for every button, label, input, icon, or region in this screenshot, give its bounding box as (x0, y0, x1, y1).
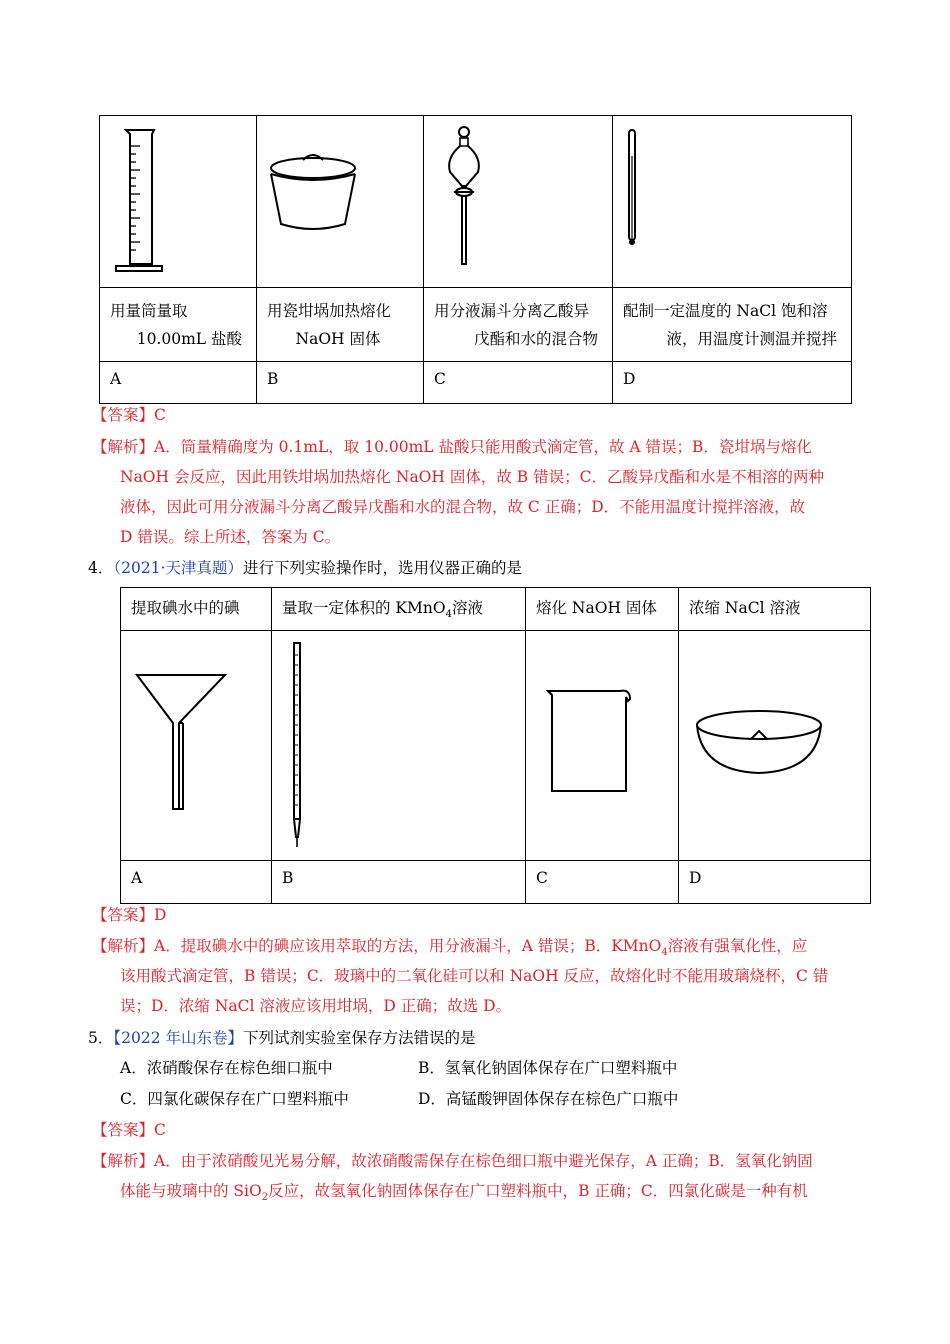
q3-answer: 【答案】C (92, 406, 166, 424)
separatory-funnel-icon (424, 116, 612, 286)
burette-icon (272, 631, 525, 859)
q4-header-b: 量取一定体积的 KMnO$_4$溶液 (272, 588, 526, 631)
q5-analysis-line-1: 【解析】A．由于浓硝酸见光易分解，故浓硝酸需保存在棕色细口瓶中避光保存，A 正确；B．氢氧化钠固 (92, 1152, 813, 1170)
graduated-cylinder-icon (100, 116, 256, 286)
q4-label-d: D (679, 861, 871, 904)
q3-cell-b-image (257, 116, 424, 288)
beaker-icon (526, 631, 678, 859)
q3-options-table (99, 115, 852, 404)
q4-header-d: 浓缩 NaCl 溶液 (679, 588, 871, 631)
q5-option-b: B．氢氧化钠固体保存在广口塑料瓶中 (418, 1059, 678, 1077)
q4-header-c: 熔化 NaOH 固体 (526, 588, 679, 631)
q5-option-a: A．浓硝酸保存在棕色细口瓶中 (120, 1059, 333, 1077)
q3-label-c: C (424, 362, 613, 404)
q4-analysis-line-1: 【解析】A．提取碘水中的碘应该用萃取的方法，用分液漏斗，A 错误；B．KMnO$_4$溶液有强氧化性，应 (92, 937, 808, 959)
q4-header-a: 提取碘水中的碘 (121, 588, 272, 631)
q3-cell-d-image (613, 116, 852, 288)
q5-analysis-line-2: 体能与玻璃中的 SiO$_2$反应，故氢氧化钠固体保存在广口塑料瓶中，B 正确；C．四氯化碳是一种有机 (120, 1182, 808, 1204)
q3-caption-b: 用瓷坩埚加热熔化 NaOH 固体 (257, 288, 424, 362)
q3-analysis-line-3: 液体，因此可用分液漏斗分离乙酸异戊酯和水的混合物，故 C 正确；D．不能用温度计搅拌溶液，故 (120, 498, 806, 516)
q3-label-d: D (613, 362, 852, 404)
q5-stem: 5．【2022 年山东卷】下列试剂实验室保存方法错误的是 (88, 1029, 476, 1047)
q4-label-b: B (272, 861, 526, 904)
q3-caption-a: 用量筒量取 10.00mL 盐酸 (100, 288, 257, 362)
q3-caption-d: 配制一定温度的 NaCl 饱和溶 液，用温度计测温并搅拌 (613, 288, 852, 362)
q3-caption-c: 用分液漏斗分离乙酸异 戊酯和水的混合物 (424, 288, 613, 362)
q4-options-table (120, 587, 871, 904)
q4-stem: 4．（2021·天津真题）进行下列实验操作时，选用仪器正确的是 (88, 559, 523, 577)
q4-cell-a-image (121, 631, 272, 861)
q3-analysis-line-4: D 错误。综上所述，答案为 C。 (120, 528, 341, 546)
q4-analysis-line-2: 该用酸式滴定管，B 错误；C．玻璃中的二氧化硅可以和 NaOH 反应，故熔化时不能用玻璃烧杯，C 错 (120, 967, 829, 985)
evaporating-dish-icon (679, 631, 870, 859)
q4-cell-b-image (272, 631, 526, 861)
thermometer-icon (613, 116, 851, 286)
q3-cell-c-image (424, 116, 613, 288)
q3-label-a: A (100, 362, 257, 404)
crucible-icon (257, 116, 423, 286)
q3-analysis-line-2: NaOH 会反应，因此用铁坩埚加热熔化 NaOH 固体，故 B 错误；C．乙酸异戊酯和水是不相溶的两种 (120, 468, 824, 486)
q3-label-b: B (257, 362, 424, 404)
q4-analysis-line-3: 误；D．浓缩 NaCl 溶液应该用坩埚，D 正确；故选 D。 (120, 997, 512, 1015)
q3-cell-a-image (100, 116, 257, 288)
q5-answer: 【答案】C (92, 1121, 166, 1139)
q4-label-c: C (526, 861, 679, 904)
q4-label-a: A (121, 861, 272, 904)
funnel-icon (121, 631, 271, 859)
q4-cell-c-image (526, 631, 679, 861)
q5-option-c: C．四氯化碳保存在广口塑料瓶中 (120, 1090, 349, 1108)
q3-analysis-line-1: 【解析】A．筒量精确度为 0.1mL，取 10.00mL 盐酸只能用酸式滴定管，故 A 错误；B．瓷坩埚与熔化 (92, 438, 812, 456)
q5-option-d: D．高锰酸钾固体保存在棕色广口瓶中 (418, 1090, 679, 1108)
q4-answer: 【答案】D (92, 906, 167, 924)
q4-cell-d-image (679, 631, 871, 861)
